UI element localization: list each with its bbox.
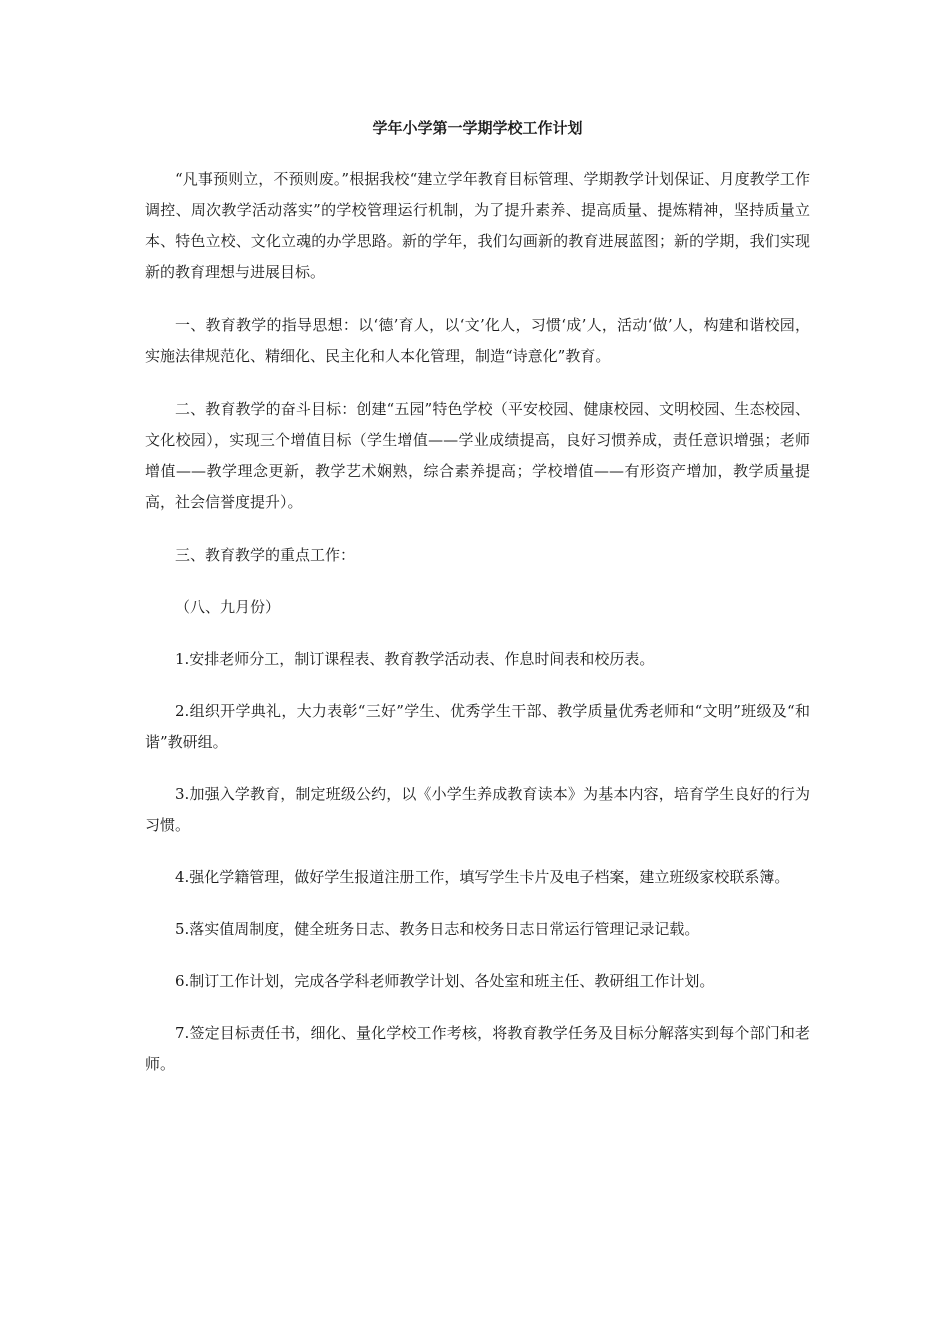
document-body xyxy=(145,118,810,1080)
goals-paragraph: 二、教育教学的奋斗目标：创建“五园”特色学校（平安校园、健康校园、文明校园、生态校园、文化校园），实现三个增值目标（学生增值——学业成绩提高，良好习惯养成，责任意识增强；老师增值——教学理念更新，教学艺术娴熟，综合素养提高；学校增值——有形资产增加，教学质量提高，社会信誉度提升）。 xyxy=(145,400,810,511)
list-item-4: 4.强化学籍管理，做好学生报道注册工作，填写学生卡片及电子档案，建立班级家校联系簿。 xyxy=(175,868,790,886)
list-item-7: 7.签定目标责任书，细化、量化学校工作考核，将教育教学任务及目标分解落实到每个部门和老师。 xyxy=(145,1024,810,1073)
list-item-2: 2.组织开学典礼，大力表彰“三好”学生、优秀学生干部、教学质量优秀老师和“文明”班级及“和谐”教研组。 xyxy=(145,702,810,751)
period-heading: （八、九月份） xyxy=(175,598,281,616)
document-title: 学年小学第一学期学校工作计划 xyxy=(372,119,583,137)
list-item-6: 6.制订工作计划，完成各学科老师教学计划、各处室和班主任、教研组工作计划。 xyxy=(175,972,715,990)
list-item-5: 5.落实值周制度，健全班务日志、教务日志和校务日志日常运行管理记录记载。 xyxy=(175,920,700,938)
key-work-heading: 三、教育教学的重点工作： xyxy=(175,546,356,564)
guiding-thought-paragraph: 一、教育教学的指导思想：以‘德’育人，以‘文’化人，习惯‘成’人，活动‘做’人，构建和谐校园，实施法律规范化、精细化、民主化和人本化管理，制造“诗意化”教育。 xyxy=(145,316,810,365)
list-item-1: 1.安排老师分工，制订课程表、教育教学活动表、作息时间表和校历表。 xyxy=(175,650,655,668)
list-item-3: 3.加强入学教育，制定班级公约，以《小学生养成教育读本》为基本内容，培育学生良好的行为习惯。 xyxy=(145,785,810,834)
intro-paragraph: “凡事预则立，不预则废。”根据我校“建立学年教育目标管理、学期教学计划保证、月度教学工作调控、周次教学活动落实”的学校管理运行机制，为了提升素养、提高质量、提炼精神，坚持质量立本、特色立校、文化立魂的办学思路。新的学年，我们勾画新的教育进展蓝图；新的学期，我们实现新的教育理想与进展目标。 xyxy=(145,170,810,281)
